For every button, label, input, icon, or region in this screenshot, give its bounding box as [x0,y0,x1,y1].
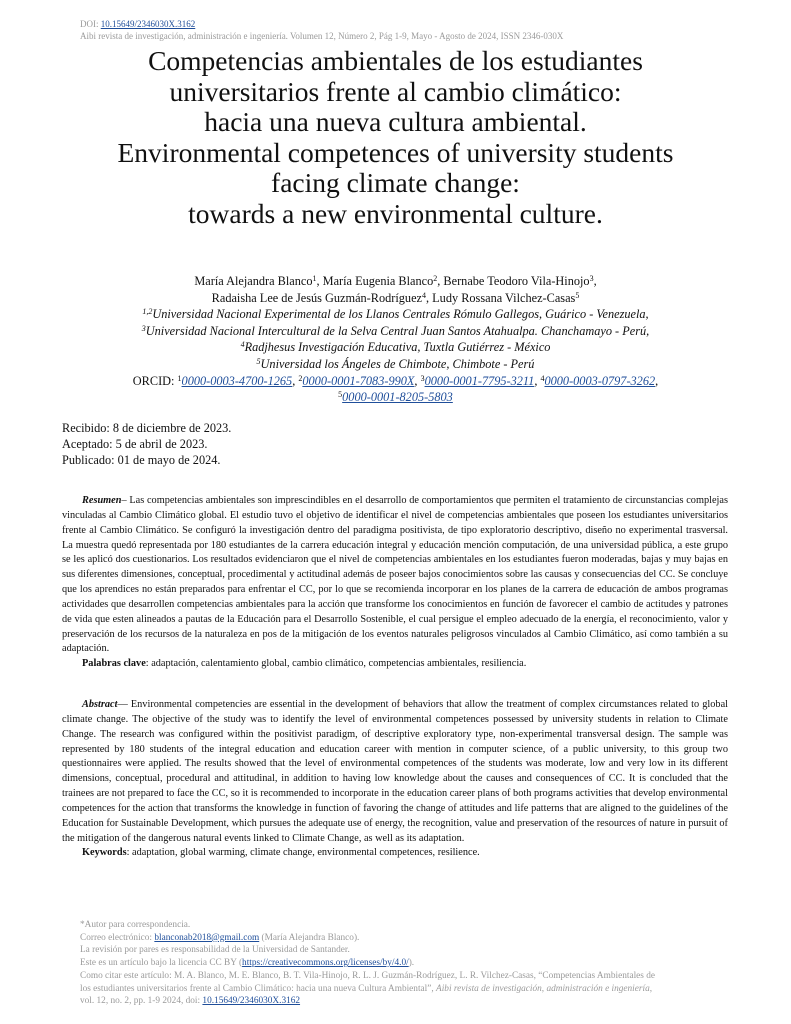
email-link[interactable]: blanconab2018@gmail.com [154,932,260,943]
abstract-paragraph [62,698,728,846]
orcid-link[interactable]: 0000-0001-7795-3211 [424,373,535,388]
citation-line: Como citar este artículo: M. A. Blanco, M. E. Blanco, B. T. Vila-Hinojo, R. L. J. Guzmán-Rodríguez, L. R. Vilchez-Casas, “Competencias Ambientales de [80,970,656,981]
footnote-block [80,919,760,1008]
email-line: Correo electrónico: blanconab2018@gmail.com (María Alejandra Blanco). [80,932,360,943]
doi-link[interactable]: 10.15649/2346030X.3162 [100,19,196,29]
abstract-heading: Abstract [82,699,118,710]
orcid-link[interactable]: 0000-0001-7083-990X [302,373,415,388]
orcid-link[interactable]: 0000-0001-8205-5803 [342,390,453,405]
title-line: facing climate change: [271,167,520,198]
affiliation-line: $^3$Universidad Nacional Intercultural de la Selva Central Juan Santos Atahualpa. Chanchamayo - Perú, [141,323,650,338]
orcid-link[interactable]: 0000-0003-0797-3262 [544,373,656,388]
accepted-date: Aceptado: 5 de abril de 2023. [62,437,208,451]
review-note: La revisión por pares es responsabilidad de la Universidad de Santander. [80,945,350,956]
abstract-body: — Environmental competencies are essential in the development of behaviors that allow the treatment of complex circumstances related to global climate change. The objective of the study was to identify the level of environmental competences possessed by university students in relation to Climate Change. The research was configured within the positivist paradigm, of descriptive exploratory type, non-experimental transversal design. The sample was represented by 180 students of the integral education and education career with mention in computer science, of a public university, to this group two questionnaires were applied. The results showed that the level of environmental competences of the students was moderate, low and very low in its different dimensions, conceptual, procedural and attitudinal, in addition to having low knowledge about the causes and consequences of CC. It is concluded that the trainees are not prepared to face the CC, so it is recommended to incorporate in the education career plans of both programs activities that develop environmental competences for the action that transforms the knowledge in function of favoring the change of attitudes and life patterns that are aligned to the guidelines of the Education for Sustainable Development, which pursues the adequate use of energy, the recognition, value and preservation of the resources of nature in pursuit of the mitigation of the dangerous natural events linked to Climate Change, as well as its adaptation. [62,699,728,844]
abstract-section [62,698,728,861]
affiliation-line: $^5$Universidad los Ángeles de Chimbote, Chimbote - Perú [256,356,535,371]
title-line: universitarios frente al cambio climático: [169,75,622,107]
orcid-line: ORCID: $^1$0000-0003-4700-1265, $^2$0000-0001-7083-990X, $^3$0000-0001-7795-3211, $^4$0000-0003-0797-3262, [132,373,659,388]
published-date: Publicado: 01 de mayo de 2024. [62,453,221,467]
author-line: María Alejandra Blanco$^1$, María Eugenia Blanco$^2$, Bernabe Teodoro Vila-Hinojo$^3$, [194,274,597,288]
title-line: towards a new environmental culture. [188,197,603,229]
corresp-note: *Autor para correspondencia. [80,920,191,930]
title-line: Competencias ambientales de los estudiantes [148,45,643,76]
affiliation-line: $^4$Radjhesus Investigación Educativa, Tuxtla Gutiérrez - México [240,340,551,355]
title-line: Environmental competences of university students [117,136,674,168]
doi-line: DOI: 10.15649/2346030X.3162 [80,19,196,29]
resumen-body: – Las competencias ambientales son imprescindibles en el desarrollo de comportamientos que permiten el tratamiento de circunstancias complejas vinculadas al Cambio Climático global. El estudio tuvo el objetivo de identificar el nivel de competencias ambientales que poseen los estudiantes universitarios frente al Cambio Climático. Se configuró la investigación dentro del paradigma positivista, de tipo exploratorio descriptivo, diseño no experimental trasversal. La muestra quedó representada por 180 estudiantes de la carrera educación integral y educación mención computación, de una universidad pública, a este grupo se les aplicó dos cuestionarios. Los resultados evidenciaron que el nivel de competencias ambientales en los estudiantes fueron moderadas, bajas y muy bajas en sus diferentes dimensiones, conceptual, procedimental y actitudinal además de poseer bajos conocimientos sobre las causas y consecuencias del CC. Se concluye que los aprendices no están preparados para enfrentar el CC, por lo que se recomienda incorporar en los planes de la carrera de educación de ambos programas actividades que desarrollen competencias ambientales para la acción que transforme los conocimientos en función de favorecer el cambio de actitudes y patrones de vida que esten alineados a pautas de la Educación para el Desarrollo Sostenible, el cual persigue el empleo adecuado de la energía, el reconocimiento, valor y preservación de los recursos de la naturaleza en pos de la mitigación de los eventos naturales peligrosos vinculados al Cambio Climático, así como también a su adaptación. [62,495,728,655]
resumen-paragraph [62,494,728,657]
citation-line: los estudiantes universitarios frente al Cambio Climático: hacia una nueva Cultura Ambiental”, Aibi revista de investigación, administración e ingeniería, [80,983,653,994]
author-block [40,273,751,406]
paper-title [40,46,751,229]
running-header [80,18,563,42]
palabras-clave: Palabras clave: adaptación, calentamiento global, cambio climático, competencias ambientales, resiliencia. [82,658,527,670]
affiliation-line: $^{1,2}$Universidad Nacional Experimental de los Llanos Centrales Rómulo Gallegos, Guárico - Venezuela, [142,307,649,322]
license-link[interactable]: https://creativecommons.org/licenses/by/4.0/ [242,958,409,969]
author-line: Radaisha Lee de Jesús Guzmán-Rodríguez$^4$, Ludy Rossana Vilchez-Casas$^5$ [211,290,580,305]
citation-doi-link[interactable]: 10.15649/2346030X.3162 [202,996,301,1007]
journal-line: Aibi revista de investigación, administración e ingeniería. Volumen 12, Número 2, Pág 1-9, Mayo - Agosto de 2024, ISSN 2346-030X [80,31,564,41]
orcid-link[interactable]: 0000-0003-4700-1265 [181,373,293,388]
resumen-section [62,494,728,672]
orcid-line: $^5$0000-0001-8205-5803 [338,390,453,405]
dates-block [62,420,231,468]
received-date: Recibido: 8 de diciembre de 2023. [62,421,232,435]
resumen-heading: Resumen [82,495,122,506]
license-line: Este es un artículo bajo la licencia CC BY (https://creativecommons.org/licenses/by/4.0/). [80,958,415,969]
keywords: Keywords: adaptation, global warming, climate change, environmental competences, resilience. [82,847,480,859]
citation-line: vol. 12, no. 2, pp. 1-9 2024, doi: 10.15649/2346030X.3162 [80,996,301,1007]
title-line: hacia una nueva cultura ambiental. [204,106,587,137]
